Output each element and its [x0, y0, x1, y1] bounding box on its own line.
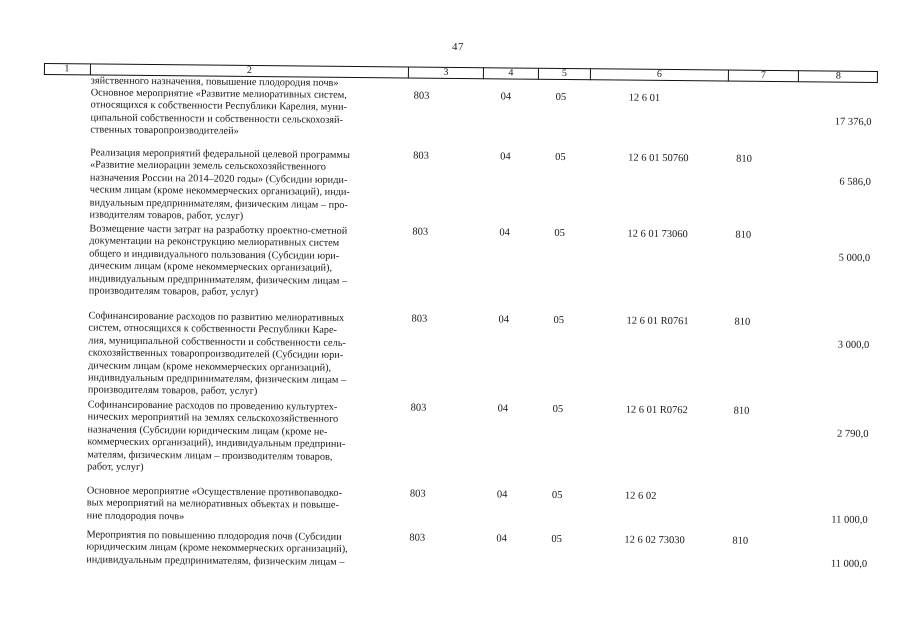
- cell-amount: 5 000,0: [838, 252, 871, 264]
- description-line: ние плодородия почв»: [86, 510, 185, 523]
- description-line: производителям товаров, работ, услуг): [88, 285, 259, 299]
- header-col-1: 1: [64, 63, 70, 75]
- description-line: дическим лицам (кроме некоммерческих организаций),: [88, 260, 333, 274]
- cell-admin-code: 803: [413, 90, 430, 102]
- description-line: Возмещение части затрат на разработку проектно-сметной: [89, 223, 348, 237]
- cell-expense-type-code: 810: [733, 405, 750, 417]
- description-line: мателям, физическим лицам – производителям товаров,: [87, 449, 333, 463]
- cell-admin-code: 803: [413, 150, 429, 162]
- cell-admin-code: 803: [410, 402, 427, 414]
- cell-admin-code: 803: [412, 226, 429, 238]
- row-description: [87, 399, 400, 476]
- cell-subsection-code: 05: [552, 403, 564, 415]
- cell-expense-type-code: 810: [734, 316, 751, 328]
- description-line: видуальным предпринимателям, физическим лицам – про-: [89, 197, 348, 211]
- cell-target-article-code: 12 6 01: [628, 92, 661, 104]
- cell-subsection-code: 05: [551, 533, 563, 545]
- table-row: [43, 147, 877, 222]
- description-line: дическим лицам (кроме некоммерческих организаций),: [88, 360, 332, 374]
- row-description: [88, 310, 401, 400]
- description-line: назначения России на 2014–2020 годы» (Субсидии юриди-: [89, 172, 348, 186]
- cell-amount: 11 000,0: [831, 514, 868, 526]
- header-col-3: 3: [408, 66, 483, 79]
- description-line: работ, услуг): [87, 461, 144, 474]
- cell-subsection-code: 05: [551, 489, 563, 501]
- header-col-5: 5: [538, 68, 590, 80]
- cell-subsection-code: 05: [555, 151, 566, 164]
- description-line: лия, муниципальной собственности и собственности сель-: [88, 335, 346, 349]
- description-line: Софинансирование расходов по развитию мелиоративных: [88, 310, 345, 324]
- description-line: изводителям товаров, работ, услуг): [89, 209, 244, 222]
- cell-admin-code: 803: [409, 488, 426, 500]
- header-col-7: 7: [728, 70, 798, 83]
- continuation-text: зяйственного назначения, повышение плодородия почв»: [90, 75, 339, 89]
- cell-expense-type-code: 810: [732, 535, 749, 547]
- cell-amount: 2 790,0: [836, 428, 869, 440]
- row-description: [89, 147, 402, 224]
- description-line: систем, относящихся к собственности Республики Каре-: [88, 322, 338, 337]
- budget-table: [44, 63, 878, 570]
- cell-amount: 6 586,0: [839, 176, 871, 188]
- cell-target-article-code: 12 6 02 73030: [624, 534, 685, 547]
- description-line: ческим лицам (кроме некоммерческих организаций), инди-: [89, 184, 350, 199]
- row-description: [86, 529, 398, 569]
- description-line: Мероприятия по повышению плодородия почв (Субсидии: [86, 529, 342, 543]
- table-row: [41, 399, 875, 474]
- cell-amount: 11 000,0: [830, 558, 868, 570]
- cell-section-code: 04: [500, 91, 512, 103]
- row-description: [89, 223, 402, 300]
- table-row: [42, 310, 876, 398]
- cell-target-article-code: 12 6 02: [624, 490, 657, 502]
- cell-target-article-code: 12 6 01 R0761: [626, 315, 689, 328]
- description-line: документации на реконструкцию мелиоративных систем: [89, 235, 340, 250]
- cell-section-code: 04: [499, 227, 510, 239]
- cell-target-article-code: 12 6 01 R0762: [625, 404, 688, 417]
- table-row: [44, 87, 878, 138]
- description-line: индивидуальным предпринимателям, физическим лицам –: [87, 372, 347, 386]
- cell-section-code: 04: [498, 314, 510, 326]
- cell-section-code: 04: [497, 403, 509, 415]
- description-line: ципальной собственности и собственности сельскохозяй-: [90, 112, 344, 126]
- cell-subsection-code: 05: [553, 314, 565, 327]
- description-line: индивидуальным предпринимателям, физическим лицам –: [86, 554, 345, 568]
- cell-admin-code: 803: [409, 532, 426, 544]
- cell-subsection-code: 05: [554, 227, 565, 240]
- description-line: Софинансирование расходов по проведению культуртех-: [87, 399, 338, 413]
- cell-section-code: 04: [496, 489, 508, 501]
- description-line: «Развитие мелиорации земель сельскохозяйственного: [89, 159, 326, 174]
- table-row: [40, 485, 874, 526]
- description-line: производителям товаров, работ, услуг): [87, 384, 258, 398]
- description-line: Основное мероприятие «Развитие мелиоративных систем,: [90, 87, 347, 101]
- description-line: относящихся к собственности Республики Карелия, муни-: [90, 99, 348, 114]
- table-row: [42, 223, 876, 299]
- cell-target-article-code: 12 6 01 50760: [628, 152, 689, 165]
- description-line: ственных товаропроизводителей»: [90, 124, 239, 138]
- cell-expense-type-code: 810: [735, 229, 752, 241]
- cell-section-code: 04: [500, 151, 511, 163]
- description-line: общего и индивидуального пользования (Субсидии юри-: [89, 248, 340, 262]
- cell-expense-type-code: 810: [736, 153, 752, 165]
- description-line: нических мероприятий на землях сельскохозяйственного: [87, 411, 339, 426]
- header-col-2: 2: [90, 63, 408, 78]
- description-line: скохозяйственных товаропроизводителей (Субсидии юри-: [88, 347, 344, 362]
- cell-target-article-code: 12 6 01 73060: [627, 228, 688, 241]
- header-col-8: 8: [798, 70, 878, 83]
- cell-section-code: 04: [496, 533, 508, 545]
- table-row: [40, 529, 874, 570]
- header-col-4: 4: [483, 67, 538, 80]
- row-description: [87, 485, 399, 525]
- header-col-6: 6: [590, 68, 728, 81]
- page-number: 47: [452, 41, 464, 53]
- cell-subsection-code: 05: [555, 91, 567, 104]
- description-line: Основное мероприятие «Осуществление противопаводко-: [86, 485, 343, 499]
- description-line: коммерческих организаций), индивидуальным предприни-: [87, 436, 346, 451]
- description-line: назначения (Субсидии юридическим лицам (кроме не-: [87, 424, 328, 438]
- description-line: юридическим лицам (кроме некоммерческих организаций),: [86, 541, 348, 556]
- cell-admin-code: 803: [411, 313, 428, 325]
- cell-amount: 17 376,0: [834, 116, 872, 128]
- cell-amount: 3 000,0: [837, 339, 870, 351]
- description-line: индивидуальным предпринимателям, физическим лицам –: [88, 273, 348, 287]
- description-line: Реализация мероприятий федеральной целевой программы: [90, 147, 350, 161]
- description-line: вых мероприятий на мелиоративных объектах и повыше-: [86, 497, 339, 512]
- row-description: [90, 87, 402, 140]
